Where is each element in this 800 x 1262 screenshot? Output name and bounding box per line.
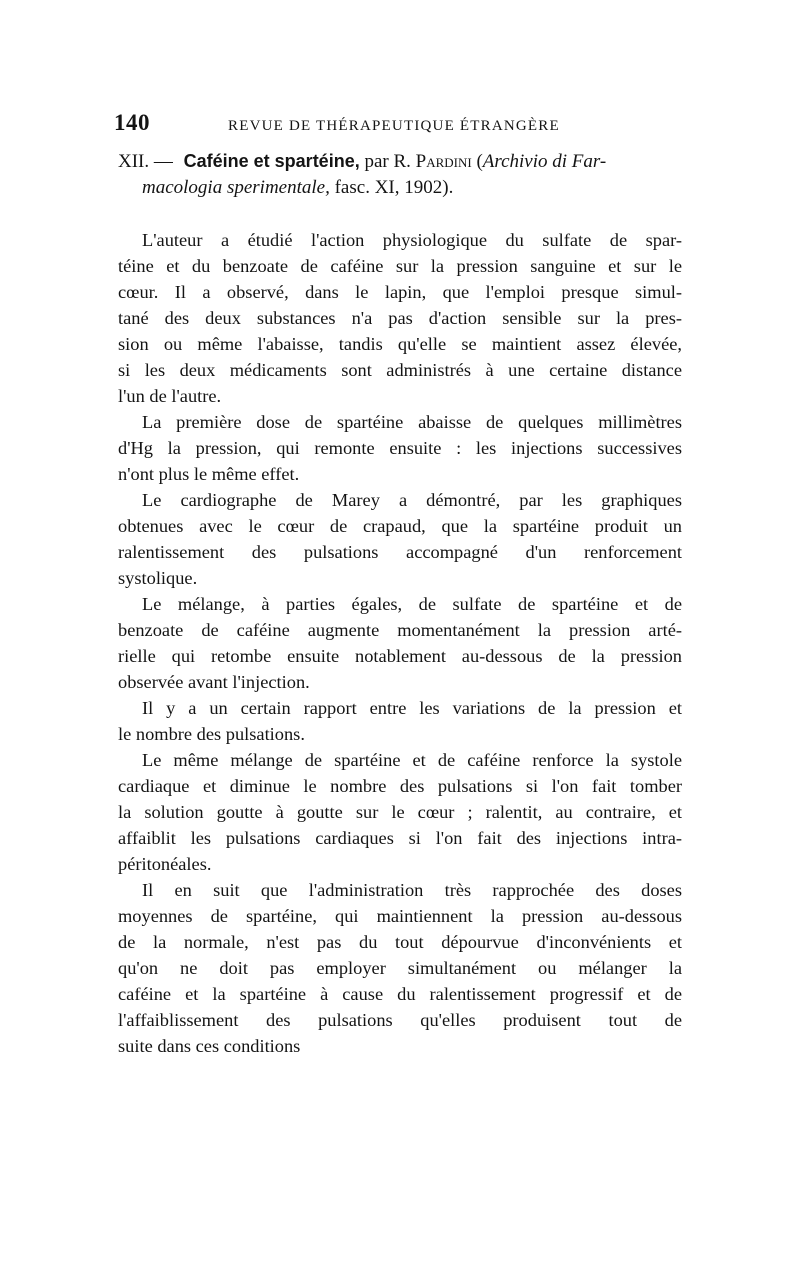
text-line: cardiaque et diminue le nombre des pulsations si l'on fait tomber [118, 776, 682, 796]
article-heading-line-2 [118, 175, 682, 201]
text-line: n'ont plus le même effet. [118, 464, 300, 484]
text-line: Le même mélange de spartéine et de caféine renforce la systole [142, 750, 682, 770]
text-line: observée avant l'injection. [118, 672, 310, 692]
text-line: péritonéales. [118, 854, 212, 874]
source-journal-part-2: macologia sperimentale, [142, 177, 330, 198]
citation-open-paren: ( [476, 151, 483, 172]
article-author: R. Pardini [393, 151, 472, 172]
article-by: par [364, 151, 389, 172]
text-line: le nombre des pulsations. [118, 724, 305, 744]
paragraph [118, 591, 682, 695]
paragraph [118, 695, 682, 747]
paragraph [118, 227, 682, 409]
text-line: d'Hg la pression, qui remonte ensuite : les injections successives [118, 438, 682, 458]
article-body [118, 227, 682, 1059]
text-line: Il en suit que l'administration très rapprochée des doses [142, 880, 682, 900]
text-line: la solution goutte à goutte sur le cœur ; ralentit, au contraire, et [118, 802, 682, 822]
text-line: de la normale, n'est pas du tout dépourvue d'inconvénients et [118, 932, 682, 952]
text-line: caféine et la spartéine à cause du ralentissement progressif et de [118, 984, 682, 1004]
running-header [114, 110, 682, 140]
text-line: l'affaiblissement des pulsations qu'elles produisent tout de [118, 1010, 682, 1030]
text-line: tané des deux substances n'a pas d'action sensible sur la pres- [118, 308, 682, 328]
text-line: suite dans ces conditions [118, 1036, 301, 1056]
text-line: moyennes de spartéine, qui maintiennent la pression au-dessous [118, 906, 682, 926]
text-line: Il y a un certain rapport entre les variations de la pression et [142, 698, 682, 718]
page-number: 140 [114, 110, 150, 135]
article-heading [118, 148, 682, 201]
text-line: rielle qui retombe ensuite notablement au-dessous de la pression [118, 646, 682, 666]
text-line: ralentissement des pulsations accompagné d'un renforcement [118, 542, 682, 562]
article-title: Caféine et spartéine, [183, 151, 360, 171]
text-line: Le cardiographe de Marey a démontré, par les graphiques [142, 490, 682, 510]
text-line: si les deux médicaments sont administrés à une certaine distance [118, 360, 682, 380]
text-line: cœur. Il a observé, dans le lapin, que l'emploi presque simul- [118, 282, 682, 302]
journal-title: REVUE DE THÉRAPEUTIQUE ÉTRANGÈRE [228, 118, 560, 134]
citation-details: fasc. XI, 1902). [334, 177, 454, 198]
text-line: obtenues avec le cœur de crapaud, que la spartéine produit un [118, 516, 682, 536]
text-line: systolique. [118, 568, 198, 588]
text-line: qu'on ne doit pas employer simultanément ou mélanger la [118, 958, 682, 978]
text-line: sion ou même l'abaisse, tandis qu'elle se maintient assez élevée, [118, 334, 682, 354]
paragraph [118, 877, 682, 1059]
book-page [114, 110, 682, 1059]
paragraph [118, 487, 682, 591]
source-journal-part-1: Archivio di Far- [482, 151, 607, 172]
text-line: téine et du benzoate de caféine sur la pression sanguine et sur le [118, 256, 682, 276]
article-heading-line-1 [118, 148, 682, 175]
paragraph [118, 747, 682, 877]
text-line: Le mélange, à parties égales, de sulfate de spartéine et de [142, 594, 682, 614]
text-line: benzoate de caféine augmente momentanément la pression arté- [118, 620, 682, 640]
text-line: l'un de l'autre. [118, 386, 222, 406]
text-line: La première dose de spartéine abaisse de quelques millimètres [142, 412, 682, 432]
article-number: XII. — [118, 151, 173, 172]
text-line: affaiblit les pulsations cardiaques si l'on fait des injections intra- [118, 828, 682, 848]
paragraph [118, 409, 682, 487]
text-line: L'auteur a étudié l'action physiologique du sulfate de spar- [142, 230, 682, 250]
